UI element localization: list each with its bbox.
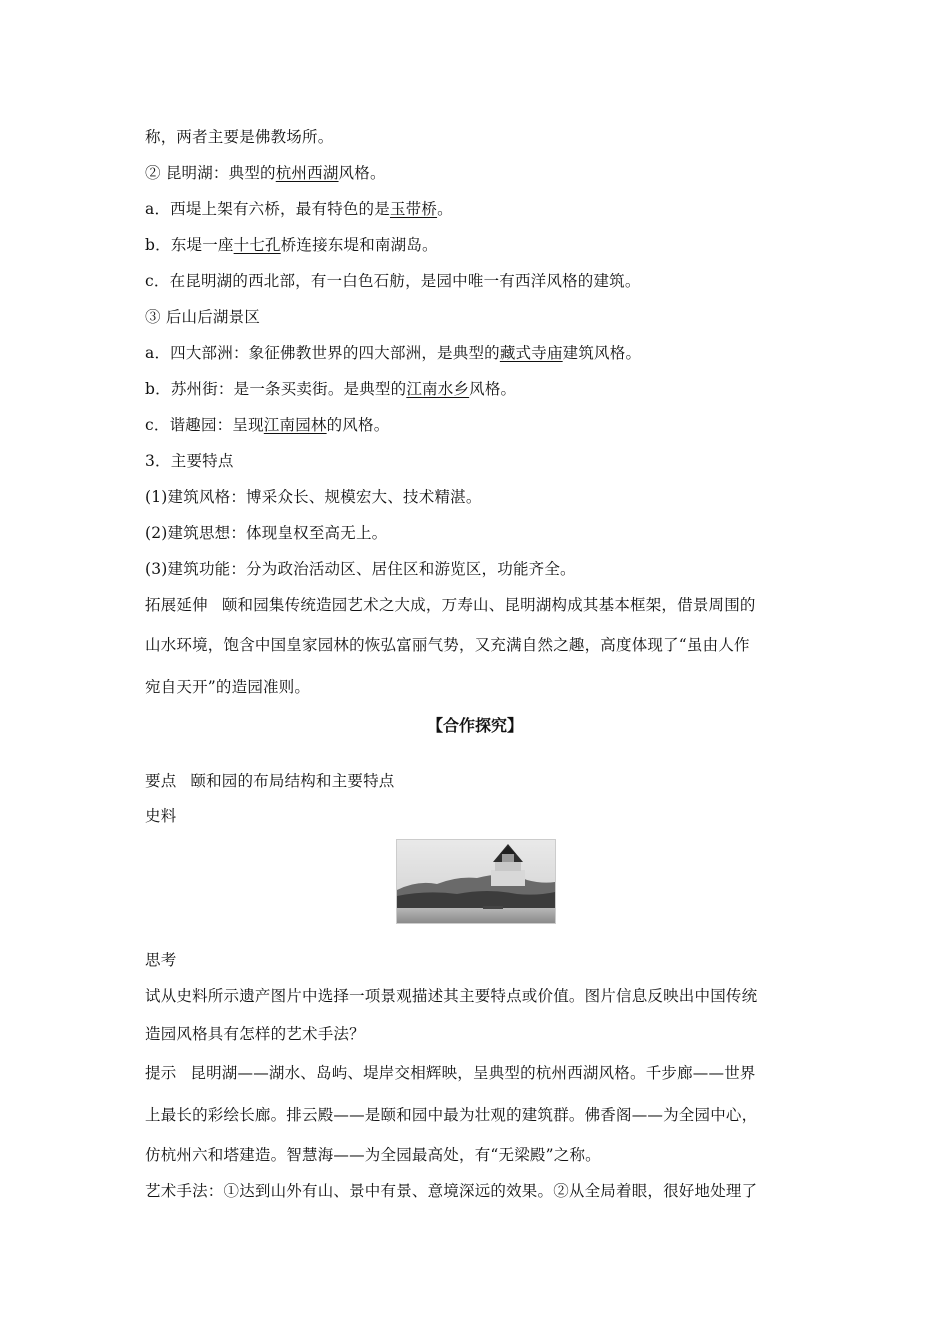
- line-text: 称，两者主要是佛教场所。: [145, 128, 334, 146]
- line-text: 3．主要特点: [145, 452, 234, 470]
- text-line: [145, 949, 815, 971]
- text-line: [145, 306, 815, 328]
- text-line: [145, 634, 815, 656]
- line-text: 试从史料所示遗产图片中选择一项景观描述其主要特点或价值。图片信息反映出中国传统: [145, 987, 758, 1005]
- text-line: [145, 1023, 815, 1045]
- text-line: [145, 198, 815, 220]
- text-line: [145, 342, 815, 364]
- line-text: 思考: [145, 951, 177, 969]
- line-text: (1)建筑风格：博采众长、规模宏大、技术精湛。: [145, 488, 482, 506]
- line-text: 造园风格具有怎样的艺术手法？: [145, 1025, 365, 1043]
- line-text: ③ 后山后湖景区: [145, 308, 261, 326]
- line-text: 颐和园集传统造园艺术之大成，万寿山、昆明湖构成其基本框架，借景周围的: [221, 596, 756, 614]
- line-label: 要点: [145, 772, 177, 790]
- underlined-answer: 江南园林: [263, 416, 327, 434]
- line-text: 上最长的彩绘长廊。排云殿——是颐和园中最为壮观的建筑群。佛香阁——为全园中心，: [145, 1106, 758, 1124]
- text-line: [145, 594, 815, 616]
- line-text: c．谐趣园：呈现: [145, 416, 264, 434]
- line-text: 颐和园的布局结构和主要特点: [190, 772, 395, 790]
- text-line: [145, 558, 815, 580]
- line-text: 山水环境，饱含中国皇家园林的恢弘富丽气势，又充满自然之趣，高度体现了“虽由人作: [145, 636, 750, 654]
- line-text: (2)建筑思想：体现皇权至高无上。: [145, 524, 388, 542]
- text-line: [145, 805, 815, 827]
- line-text: b．东堤一座: [145, 236, 234, 254]
- text-line: [145, 162, 815, 184]
- summer-palace-photo: [396, 839, 556, 924]
- text-line: [145, 1144, 815, 1166]
- line-text: 史料: [145, 807, 177, 825]
- line-text: 昆明湖——湖水、岛屿、堤岸交相辉映，呈典型的杭州西湖风格。千步廊——世界: [190, 1064, 756, 1082]
- text-line: [145, 414, 815, 436]
- line-text: ② 昆明湖：典型的: [145, 164, 276, 182]
- text-line: [145, 126, 815, 148]
- line-label: 拓展延伸: [145, 596, 208, 614]
- underlined-answer: 十七孔: [233, 236, 281, 254]
- text-line: [145, 1180, 815, 1202]
- line-text: b．苏州街：是一条买卖街。是典型的: [145, 380, 407, 398]
- underlined-answer: 玉带桥: [389, 200, 438, 218]
- underlined-answer: 江南水乡: [406, 380, 470, 398]
- line-text: 风格。: [338, 164, 386, 182]
- text-line: [145, 378, 815, 400]
- line-text: 风格。: [469, 380, 517, 398]
- line-text: 桥连接东堤和南湖岛。: [280, 236, 438, 254]
- text-line: [145, 522, 815, 544]
- text-line: [145, 985, 815, 1007]
- line-text: 。: [437, 200, 453, 218]
- text-line: [145, 1104, 815, 1126]
- line-text: 艺术手法：①达到山外有山、景中有景、意境深远的效果。②从全局着眼，很好地处理了: [145, 1182, 758, 1200]
- line-text: 的风格。: [326, 416, 390, 434]
- text-line: [145, 770, 815, 792]
- line-text: a．四大部洲：象征佛教世界的四大部洲，是典型的: [145, 344, 500, 362]
- text-line: [145, 1062, 815, 1084]
- section-heading: 【合作探究】: [426, 716, 523, 735]
- line-text: 建筑风格。: [562, 344, 642, 362]
- underlined-answer: 藏式寺庙: [499, 344, 563, 362]
- line-text: 宛自天开”的造园准则。: [145, 678, 311, 696]
- text-line: [145, 234, 815, 256]
- text-line: [145, 450, 815, 472]
- line-text: a．西堤上架有六桥，最有特色的是: [145, 200, 390, 218]
- line-text: c．在昆明湖的西北部，有一白色石舫，是园中唯一有西洋风格的建筑。: [145, 272, 641, 290]
- text-line: [145, 486, 815, 508]
- photo-icon: [397, 840, 555, 923]
- text-line: [145, 676, 815, 698]
- line-text: (3)建筑功能：分为政治活动区、居住区和游览区，功能齐全。: [145, 560, 576, 578]
- line-label: 提示: [145, 1064, 177, 1082]
- underlined-answer: 杭州西湖: [275, 164, 339, 182]
- line-text: 仿杭州六和塔建造。智慧海——为全园最高处，有“无梁殿”之称。: [145, 1146, 601, 1164]
- text-line: [145, 270, 815, 292]
